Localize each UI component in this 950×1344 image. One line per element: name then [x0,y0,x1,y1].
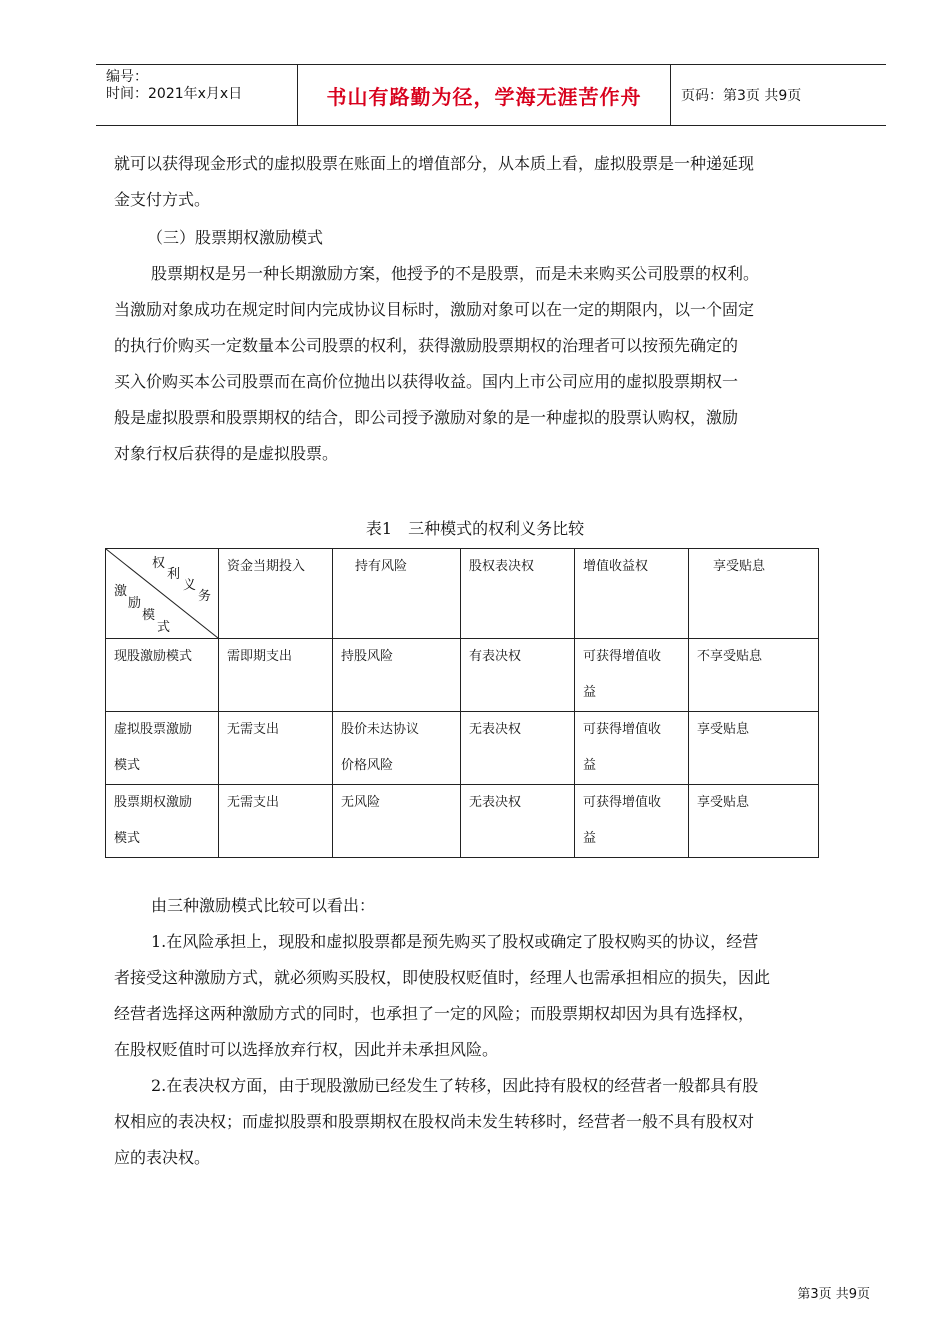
table-cell [219,712,333,785]
table-cell [333,785,461,858]
page-footer: 第3页 共9页 [797,1287,870,1302]
corner-bottom-char: 励 [128,596,142,611]
text-line: 在股权贬值时可以选择放弃行权，因此并未承担风险。 [114,1040,499,1059]
header-meta [96,65,298,125]
cell-line: 股价未达协议 [341,722,420,737]
table-cell [461,712,575,785]
column-header: 资金当期投入 [219,549,333,639]
text-line: 般是虚拟股票和股票期权的结合，即公司授予激励对象的是一种虚拟的股票认购权，激励 [114,408,739,427]
header-motto-cell [298,65,671,125]
header-motto: 书山有路勤为径，学海无涯苦作舟 [326,84,642,109]
table-cell [219,785,333,858]
cell-line: 模式 [114,831,141,846]
cell-line: 无表决权 [469,722,522,737]
cell-line: 模式 [114,758,141,773]
cell-line: 享受贴息 [697,722,750,737]
table-cell [575,712,689,785]
text-line: 者接受这种激励方式，就必须购买股权，即使股权贬值时，经理人也需承担相应的损失，因此 [114,968,771,987]
document-time-label: 时间：2021年x月x日 [106,86,243,102]
column-header: 持有风险 [333,549,461,639]
text-line: 应的表决权。 [114,1148,211,1167]
cell-line: 不享受贴息 [697,649,763,664]
cell-line: 享受贴息 [697,795,750,810]
corner-bottom-char: 式 [157,620,171,635]
cell-line: 价格风险 [341,758,394,773]
cell-line: 益 [583,758,597,773]
cell-line: 可获得增值收 [583,722,662,737]
header-page-info: 页码：第3页 共9页 [681,88,802,104]
section-heading-text: （三）股票期权激励模式 [147,228,324,247]
section-heading [114,220,903,256]
table-cell [461,785,575,858]
text-line: 由三种激励模式比较可以看出： [151,896,376,915]
paragraph-3 [114,888,907,924]
table-cell [689,785,819,858]
page-header [96,64,886,126]
cell-line: 需即期支出 [227,649,293,664]
text-line: 金支付方式。 [114,190,211,209]
text-line: 的执行价购买一定数量本公司股票的权利，获得激励股票期权的治理者可以按预先确定的 [114,336,739,355]
paragraph-5 [114,1068,870,1176]
corner-bottom-char: 激 [114,584,128,599]
comparison-table [105,548,819,858]
corner-bottom-char: 模 [142,608,156,623]
cell-line: 现股激励模式 [114,649,193,664]
text-line: 就可以获得现金形式的虚拟股票在账面上的增值部分，从本质上看，虚拟股票是一种递延现 [114,154,755,173]
table-cell [575,785,689,858]
cell-line: 无表决权 [469,795,522,810]
document-number-label: 编号： [106,69,148,85]
text-line: 买入价购买本公司股票而在高价位抛出以获得收益。国内上市公司应用的虚拟股票期权一 [114,372,739,391]
table-cell [219,639,333,712]
table-cell [333,639,461,712]
cell-line: 可获得增值收 [583,649,662,664]
text-line: 1.在风险承担上，现股和虚拟股票都是预先购买了股权或确定了股权购买的协议，经营 [151,932,759,951]
row-label [106,639,219,712]
text-line: 2.在表决权方面，由于现股激励已经发生了转移，因此持有股权的经营者一般都具有股 [151,1076,759,1095]
text-line: 权相应的表决权；而虚拟股票和股票期权在股权尚未发生转移时，经营者一般不具有股权对 [114,1112,755,1131]
paragraph-4 [114,924,870,1068]
table-caption: 表1 三种模式的权利义务比较 [365,519,585,538]
cell-line: 有表决权 [469,649,522,664]
cell-line: 股票期权激励 [114,795,193,810]
cell-line: 虚拟股票激励 [114,722,193,737]
table-row [106,785,819,858]
table-corner-cell [106,549,219,639]
text-line: 股票期权是另一种长期激励方案，他授予的不是股票，而是未来购买公司股票的权利。 [151,264,760,283]
cell-line: 无需支出 [227,722,280,737]
column-header: 股权表决权 [461,549,575,639]
cell-line: 无需支出 [227,795,280,810]
table-cell [689,639,819,712]
table-cell [689,712,819,785]
table-row [106,712,819,785]
column-header: 增值收益权 [575,549,689,639]
table-header-row [106,549,819,639]
table-cell [333,712,461,785]
paragraph-1 [114,146,870,218]
corner-top-char: 义 [183,578,197,593]
header-page-info-cell [671,65,886,125]
cell-line: 益 [583,685,597,700]
table-row [106,639,819,712]
column-header: 享受贴息 [689,549,819,639]
cell-line: 益 [583,831,597,846]
corner-top-char: 务 [198,589,212,604]
cell-line: 可获得增值收 [583,795,662,810]
text-line: 对象行权后获得的是虚拟股票。 [114,444,339,463]
table-cell [461,639,575,712]
text-line: 经营者选择这两种激励方式的同时，也承担了一定的风险；而股票期权却因为具有选择权， [114,1004,755,1023]
corner-top-char: 利 [167,567,181,582]
table-cell [575,639,689,712]
row-label [106,785,219,858]
cell-line: 持股风险 [341,649,394,664]
cell-line: 无风险 [341,795,381,810]
corner-top-char: 权 [152,556,166,571]
text-line: 当激励对象成功在规定时间内完成协议目标时，激励对象可以在一定的期限内，以一个固定 [114,300,755,319]
paragraph-2 [114,256,870,472]
row-label [106,712,219,785]
